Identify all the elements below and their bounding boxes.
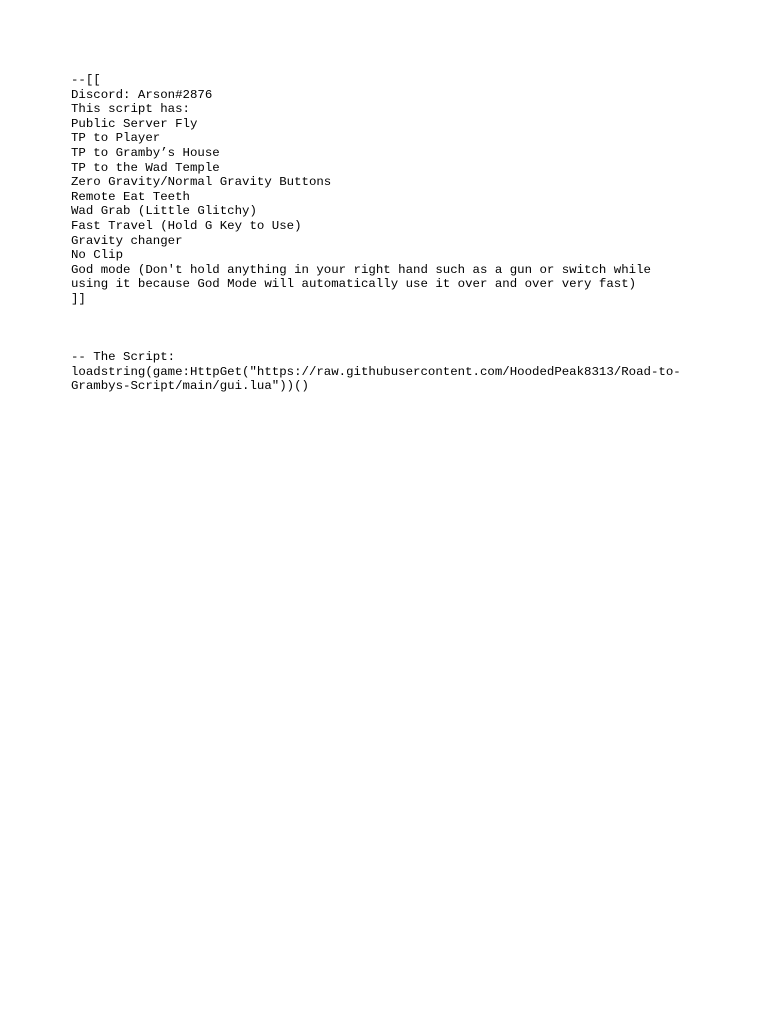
script-code-line: Grambys-Script/main/gui.lua"))() [71, 379, 309, 394]
feature-item: No Clip [71, 248, 124, 263]
comment-block [71, 73, 711, 307]
spacer [71, 336, 711, 351]
script-block [71, 350, 711, 394]
feature-item: Public Server Fly [71, 116, 198, 131]
feature-item: TP to Gramby’s House [71, 145, 220, 160]
feature-item: TP to Player [71, 131, 161, 146]
comment-close: ]] [71, 291, 86, 306]
feature-item: TP to the Wad Temple [71, 160, 220, 175]
feature-item: Zero Gravity/Normal Gravity Buttons [71, 175, 332, 190]
script-code-line: loadstring(game:HttpGet("https://raw.githubusercontent.com/HoodedPeak8313/Road-to- [71, 364, 681, 379]
comment-open: --[[ [71, 73, 101, 87]
document-page [71, 73, 711, 394]
script-comment: -- The Script: [71, 350, 176, 365]
spacer [71, 307, 711, 322]
feature-item: Fast Travel (Hold G Key to Use) [71, 218, 302, 233]
feature-item-god-mode: God mode (Don't hold anything in your right hand such as a gun or switch while [71, 262, 651, 277]
spacer [71, 321, 711, 336]
feature-item: Wad Grab (Little Glitchy) [71, 204, 257, 219]
feature-item: Remote Eat Teeth [71, 189, 190, 204]
discord-line: Discord: Arson#2876 [71, 87, 213, 102]
features-heading: This script has: [71, 102, 190, 117]
feature-item-god-mode-cont: using it because God Mode will automatically use it over and over very fast) [71, 277, 637, 292]
feature-item: Gravity changer [71, 233, 183, 248]
